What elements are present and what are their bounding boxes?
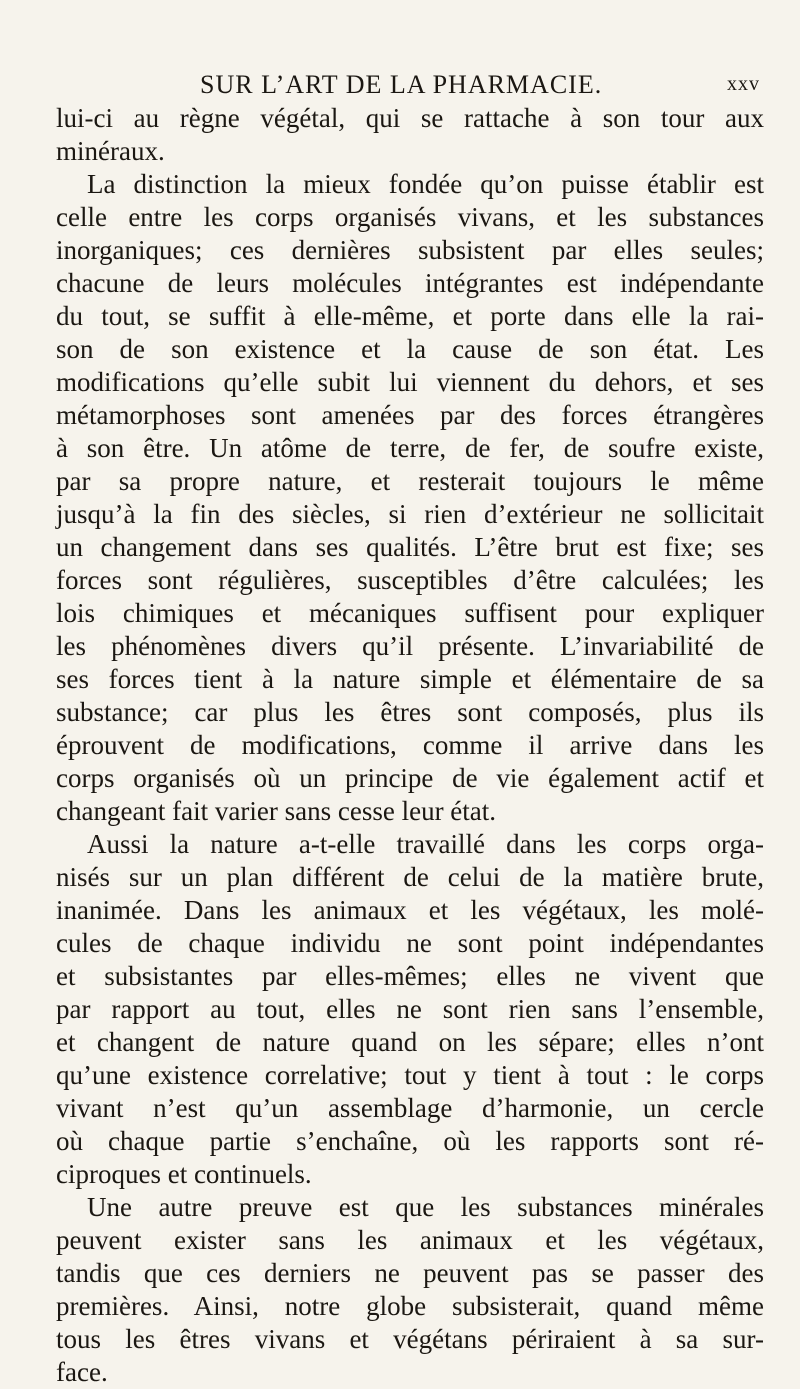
text-line: premières. Ainsi, notre globe subsisterait, quand même	[56, 1291, 764, 1321]
text-line: celle entre les corps organisés vivans, et les substances	[56, 202, 764, 232]
text-line: forces sont régulières, susceptibles d’être calculées; les	[56, 565, 764, 595]
text-line: métamorphoses sont amenées par des forces étrangères	[56, 400, 764, 430]
text-line: un changement dans ses qualités. L’être brut est fixe; ses	[56, 532, 764, 562]
text-line: cules de chaque individu ne sont point indépendantes	[56, 928, 764, 958]
text-line: et subsistantes par elles-mêmes; elles ne vivent que	[56, 961, 764, 991]
text-line: où chaque partie s’enchaîne, où les rapports sont ré-	[56, 1126, 764, 1156]
text-line: lois chimiques et mécaniques suffisent pour expliquer	[56, 598, 764, 628]
running-title: SUR L’ART DE LA PHARMACIE.	[200, 70, 603, 99]
text-line: éprouvent de modifications, comme il arrive dans les	[56, 730, 764, 760]
text-line: vivant n’est qu’un assemblage d’harmonie, un cercle	[56, 1093, 764, 1123]
text-line: à son être. Un atôme de terre, de fer, de soufre existe,	[56, 433, 764, 463]
text-line: tandis que ces derniers ne peuvent pas se passer des	[56, 1258, 764, 1288]
text-line: modifications qu’elle subit lui viennent du dehors, et ses	[56, 367, 764, 397]
text-line: par rapport au tout, elles ne sont rien sans l’ensemble,	[56, 994, 764, 1024]
text-line: Aussi la nature a-t-elle travaillé dans les corps orga-	[87, 829, 764, 859]
text-line: substance; car plus les êtres sont composés, plus ils	[56, 697, 764, 727]
text-line: ses forces tient à la nature simple et élémentaire de sa	[56, 664, 764, 694]
text-line: jusqu’à la fin des siècles, si rien d’extérieur ne sollicitait	[56, 499, 764, 529]
text-line: La distinction la mieux fondée qu’on puisse établir est	[87, 169, 764, 199]
text-line: minéraux.	[56, 136, 165, 166]
text-line: qu’une existence correlative; tout y tient à tout : le corps	[56, 1060, 764, 1090]
text-line: tous les êtres vivans et végétans périraient à sa sur-	[56, 1324, 764, 1354]
text-line: changeant fait varier sans cesse leur état.	[56, 796, 497, 826]
text-line: Une autre preuve est que les substances minérales	[87, 1192, 764, 1222]
text-line: chacune de leurs molécules intégrantes est indépendante	[56, 268, 764, 298]
text-line: peuvent exister sans les animaux et les végétaux,	[56, 1225, 764, 1255]
text-line: inanimée. Dans les animaux et les végétaux, les molé-	[56, 895, 764, 925]
text-line: lui-ci au règne végétal, qui se rattache à son tour aux	[56, 103, 764, 133]
running-head	[200, 70, 760, 100]
text-line: ciproques et continuels.	[56, 1159, 312, 1189]
text-line: par sa propre nature, et resterait toujours le même	[56, 466, 764, 496]
text-line: nisés sur un plan différent de celui de la matière brute,	[56, 862, 764, 892]
text-line: face.	[56, 1357, 108, 1387]
text-line: et changent de nature quand on les sépare; elles n’ont	[56, 1027, 764, 1057]
text-line: les phénomènes divers qu’il présente. L’invariabilité de	[56, 631, 764, 661]
body-text	[56, 102, 764, 1389]
text-line: son de son existence et la cause de son état. Les	[56, 334, 764, 364]
page-number: xxv	[727, 73, 760, 95]
text-line: corps organisés où un principe de vie également actif et	[56, 763, 764, 793]
text-line: inorganiques; ces dernières subsistent par elles seules;	[56, 235, 764, 265]
text-line: du tout, se suffit à elle-même, et porte dans elle la rai-	[56, 301, 764, 331]
